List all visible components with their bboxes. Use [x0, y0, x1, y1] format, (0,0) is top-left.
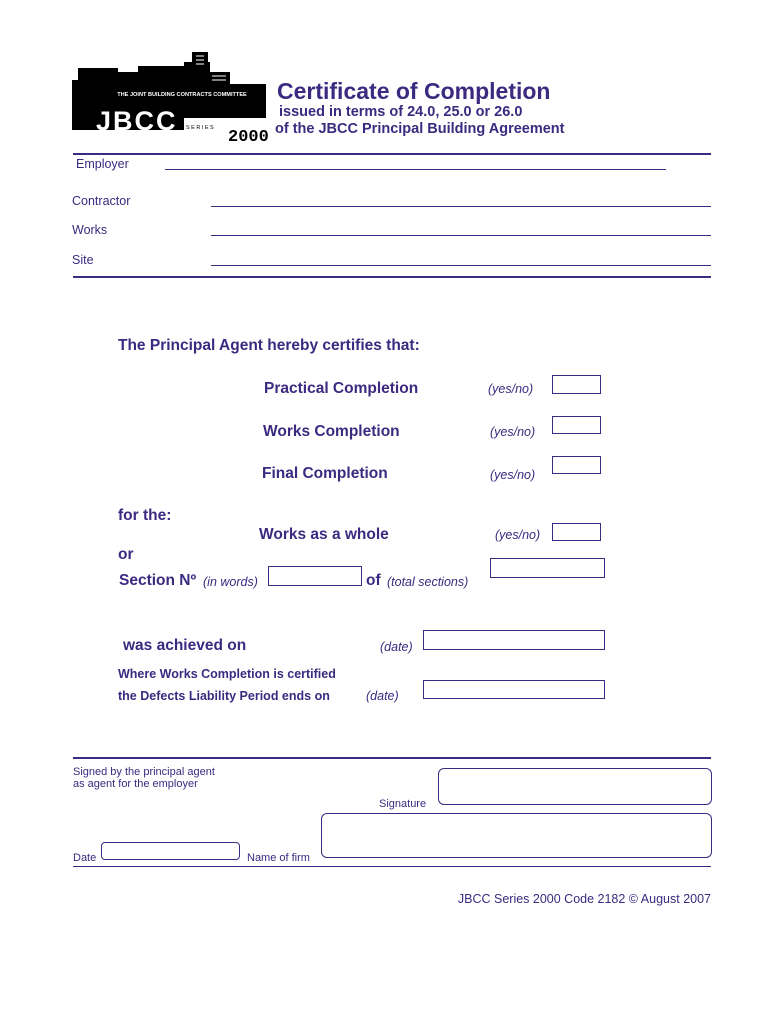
- contractor-field[interactable]: [211, 206, 711, 207]
- works-label: Works: [72, 223, 108, 237]
- of-label: of: [366, 572, 381, 589]
- site-label: Site: [72, 253, 94, 267]
- jbcc-logo-graphic: [72, 50, 268, 142]
- footer-code: JBCC Series 2000 Code 2182 © August 2007: [457, 892, 711, 906]
- firm-name-input[interactable]: [321, 813, 712, 858]
- defects-line-2: the Defects Liability Period ends on: [118, 689, 330, 703]
- signature-input[interactable]: [438, 768, 712, 805]
- final-completion-hint: (yes/no): [490, 468, 536, 482]
- page-title: Certificate of Completion: [277, 78, 551, 104]
- works-whole-input[interactable]: [552, 523, 601, 541]
- signoff-rule: [73, 757, 711, 759]
- logo-brand-text: JBCC: [96, 106, 178, 136]
- header-rule: [73, 153, 711, 155]
- signoff-date-input[interactable]: [101, 842, 240, 860]
- employer-field[interactable]: [165, 169, 666, 170]
- date-label: Date: [73, 852, 97, 864]
- practical-completion-hint: (yes/no): [488, 382, 534, 396]
- practical-completion-input[interactable]: [552, 375, 601, 394]
- subtitle-line-2: of the JBCC Principal Building Agreement: [275, 121, 565, 137]
- signed-by-line-2: as agent for the employer: [73, 778, 198, 790]
- practical-completion-label: Practical Completion: [264, 380, 419, 397]
- achieved-on-label: was achieved on: [123, 637, 247, 654]
- firm-name-label: Name of firm: [247, 852, 310, 864]
- final-completion-input[interactable]: [552, 456, 601, 474]
- achieved-date-input[interactable]: [423, 630, 605, 650]
- logo-series-number: 2000: [228, 128, 268, 142]
- or-label: or: [118, 546, 134, 563]
- works-completion-hint: (yes/no): [490, 425, 536, 439]
- achieved-on-hint: (date): [380, 640, 413, 654]
- works-whole-label: Works as a whole: [259, 526, 389, 543]
- section-label: Section Nº: [119, 572, 197, 589]
- logo-committee-text: THE JOINT BUILDING CONTRACTS COMMITTEE: [117, 92, 247, 98]
- defects-line-1: Where Works Completion is certified: [118, 667, 336, 681]
- employer-label: Employer: [76, 157, 129, 171]
- logo-series-label: SERIES: [186, 125, 216, 131]
- works-completion-label: Works Completion: [263, 423, 400, 440]
- section-number-input[interactable]: [268, 566, 362, 586]
- section-hint: (in words): [203, 575, 258, 589]
- signature-label: Signature: [379, 798, 427, 810]
- works-field[interactable]: [211, 235, 711, 236]
- signed-by-line-1: Signed by the principal agent: [73, 766, 215, 778]
- defects-date-input[interactable]: [423, 680, 605, 699]
- certification-intro: The Principal Agent hereby certifies that:: [118, 337, 420, 354]
- contractor-label: Contractor: [72, 194, 131, 208]
- subtitle-line-1: issued in terms of 24.0, 25.0 or 26.0: [279, 104, 523, 120]
- works-completion-input[interactable]: [552, 416, 601, 434]
- signoff-bottom-rule: [73, 866, 711, 867]
- for-the-label: for the:: [118, 507, 172, 524]
- site-field[interactable]: [211, 265, 711, 266]
- defects-date-hint: (date): [366, 689, 399, 703]
- total-sections-input[interactable]: [490, 558, 605, 578]
- works-whole-hint: (yes/no): [495, 528, 541, 542]
- total-sections-hint: (total sections): [387, 575, 469, 589]
- parties-rule: [73, 276, 711, 278]
- final-completion-label: Final Completion: [262, 465, 388, 482]
- jbcc-logo: [72, 50, 268, 142]
